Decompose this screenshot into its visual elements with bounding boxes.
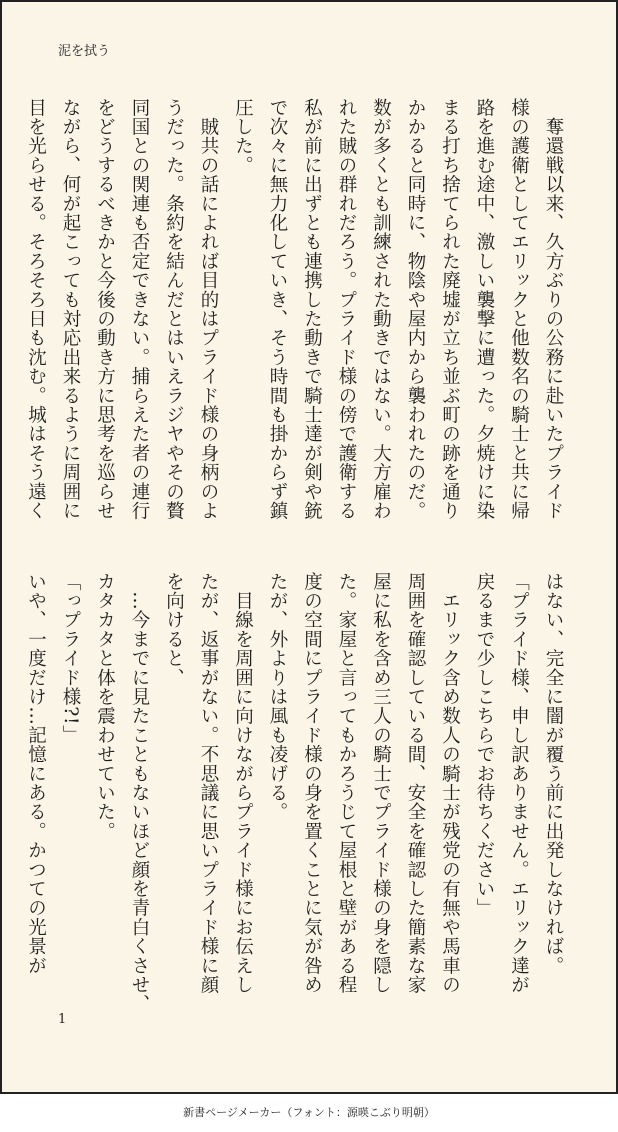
- text-column: はない、完全に闇が覆う前に出発しなければ。: [543, 572, 564, 976]
- text-column: カタカタと体を震わせていた。: [94, 572, 116, 841]
- text-column: 周囲を確認している間、安全を確認した簡素な家: [405, 572, 426, 995]
- footer-caption: 新書ページメーカー（フォント：源暎こぶり明朝）: [183, 1106, 435, 1119]
- text-column: 同国との関連も否定できない。捕らえた者の連行: [129, 98, 150, 521]
- lower-text-block: [18, 572, 570, 1014]
- text-column: ながら、何が起こっても対応出来るように周囲に: [60, 98, 81, 521]
- text-column: 屋に私を含め三人の騎士でプライド様の身を隠し: [370, 572, 392, 995]
- text-column: …今までに見たこともないほど顔を青白くさせ、: [129, 572, 150, 1014]
- text-column: 賊共の話によれば目的はプライド様の身柄のよ: [198, 98, 219, 521]
- text-column: たが、返事がない。不思議に思いプライド様に顔: [198, 572, 219, 995]
- text-column: を向けると、: [163, 572, 185, 688]
- text-column: うだった。条約を結んだとはいえラジヤやその贅: [163, 98, 185, 521]
- text-column: をどうするべきかと今後の動き方に思考を巡らせ: [94, 98, 116, 521]
- text-column: いや、一度だけ…記憶にある。かつての光景が: [25, 572, 47, 976]
- text-column: かかると同時に、物陰や屋内から襲われたのだ。: [405, 98, 426, 521]
- book-title: 泥を拭う: [58, 44, 111, 59]
- text-column: 目線を周囲に向けながらプライド様にお伝えし: [232, 572, 254, 995]
- page-number: 1: [58, 1012, 67, 1027]
- text-column: 路を進む途中、激しい襲撃に遭った。夕焼けに染: [474, 98, 495, 521]
- text-column: た。家屋と言ってもかろうじて屋根と壁がある程: [336, 572, 357, 995]
- text-column: 私が前に出ずとも連携した動きで騎士達が剣や銃: [301, 98, 323, 521]
- text-column: 数が多くとも訓練された動きではない。大方雇わ: [370, 98, 392, 521]
- text-column: 奪還戦以来、久方ぶりの公務に赴いたプライド: [543, 98, 564, 521]
- text-column: 度の空間にプライド様の身を置くことに気が咎め: [301, 572, 323, 995]
- text-column: 圧した。: [232, 98, 254, 175]
- text-column: 戻るまで少しこちらでお待ちください」: [474, 572, 495, 918]
- text-column: れた賊の群れだろう。プライド様の傍で護衛する: [336, 98, 357, 521]
- text-column: 「プライド様、申し訳ありません。エリック達が: [508, 572, 530, 995]
- upper-text-block: [18, 98, 570, 528]
- text-column: たが、外よりは風も凌げる。: [267, 572, 288, 822]
- text-column: まる打ち捨てられた廃墟が立ち並ぶ町の跡を通り: [439, 98, 461, 521]
- text-column: で次々に無力化していき、そう時間も掛からず鎮: [267, 98, 288, 521]
- text-column: 目を光らせる。そろそろ日も沈む。城はそう遠く: [25, 98, 47, 521]
- text-column: 「っプライド様?!」: [60, 572, 81, 745]
- text-column: エリック含め数人の騎士が残党の有無や馬車の: [439, 572, 461, 995]
- text-column: 様の護衛としてエリックと他数名の騎士と共に帰: [508, 98, 530, 521]
